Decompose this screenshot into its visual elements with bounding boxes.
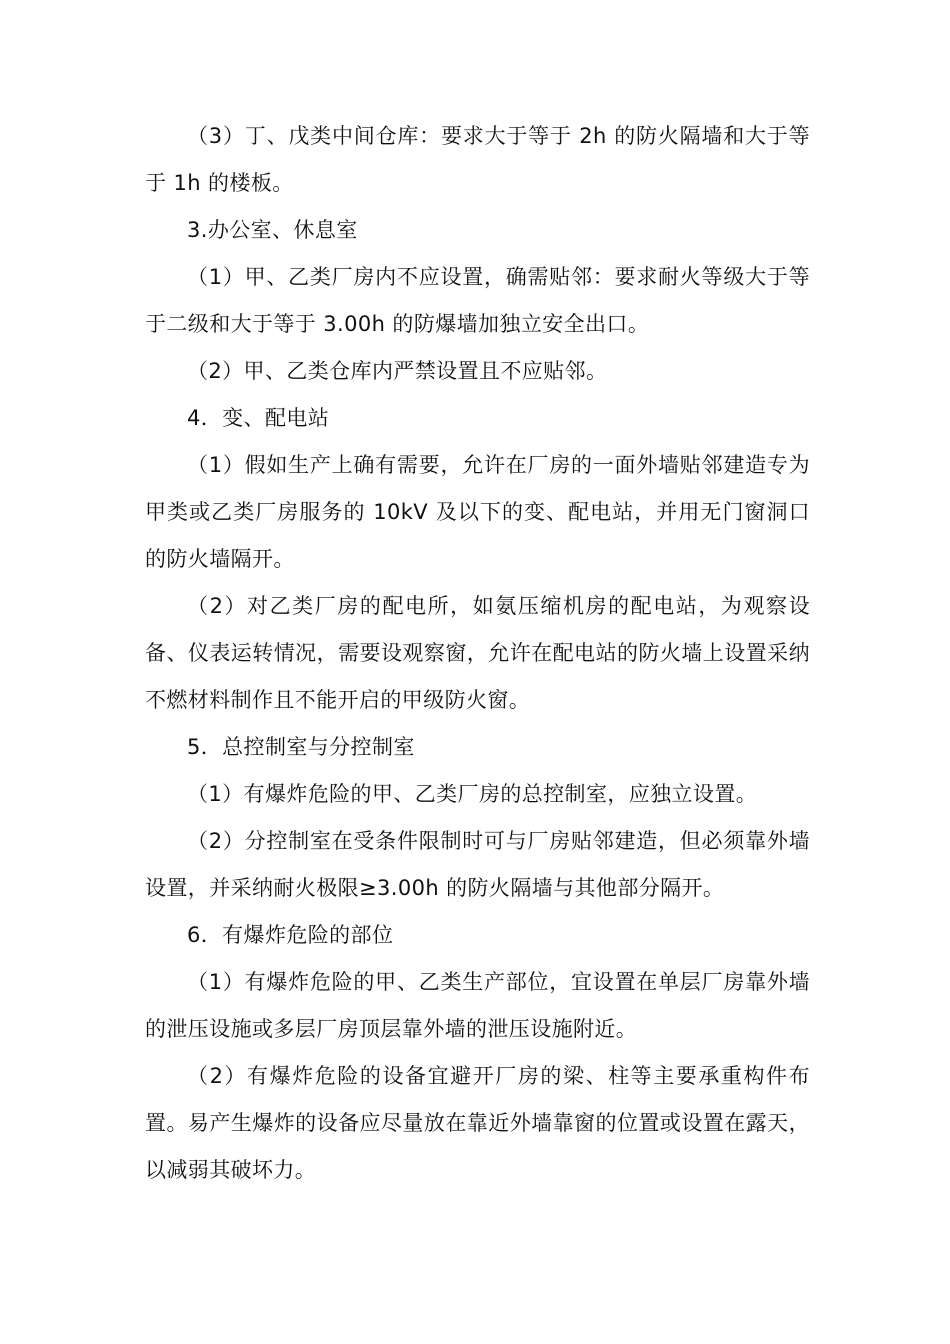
paragraph-substation-adjacent: （1）假如生产上确有需要，允许在厂房的一面外墙贴邻建造专为甲类或乙类厂房服务的 10kV 及以下的变、配电站，并用无门窗洞口的防火墙隔开。 [145, 453, 810, 571]
paragraph-explosion-equipment: （2）有爆炸危险的设备宜避开厂房的梁、柱等主要承重构件布置。易产生爆炸的设备应尽量放在靠近外墙靠窗的位置或设置在露天，以减弱其破坏力。 [145, 1064, 810, 1182]
document-body [145, 113, 810, 1194]
paragraph-warehouse-ding-wu: （3）丁、戊类中间仓库：要求大于等于 2h 的防火隔墙和大于等于 1h 的楼板。 [145, 124, 810, 195]
paragraph-office-in-warehouse: （2）甲、乙类仓库内严禁设置且不应贴邻。 [187, 359, 608, 383]
paragraph-main-control-room: （1）有爆炸危险的甲、乙类厂房的总控制室，应独立设置。 [187, 782, 758, 806]
paragraph-office-in-factory: （1）甲、乙类厂房内不应设置，确需贴邻：要求耐火等级大于等于二级和大于等于 3.00h 的防爆墙加独立安全出口。 [145, 265, 810, 336]
paragraph-sub-control-room: （2）分控制室在受条件限制时可与厂房贴邻建造，但必须靠外墙设置，并采纳耐火极限≥3.00h 的防火隔墙与其他部分隔开。 [145, 829, 810, 900]
section-heading-substation: 4．变、配电站 [187, 406, 330, 430]
section-heading-explosion-areas: 6．有爆炸危险的部位 [187, 923, 394, 947]
paragraph-substation-window: （2）对乙类厂房的配电所，如氨压缩机房的配电站，为观察设备、仪表运转情况，需要设观察窗，允许在配电站的防火墙上设置采纳不燃材料制作且不能开启的甲级防火窗。 [145, 594, 810, 712]
section-heading-office-rest-room: 3.办公室、休息室 [187, 218, 358, 242]
paragraph-explosion-production: （1）有爆炸危险的甲、乙类生产部位，宜设置在单层厂房靠外墙的泄压设施或多层厂房顶层靠外墙的泄压设施附近。 [145, 970, 810, 1041]
section-heading-control-room: 5．总控制室与分控制室 [187, 735, 415, 759]
